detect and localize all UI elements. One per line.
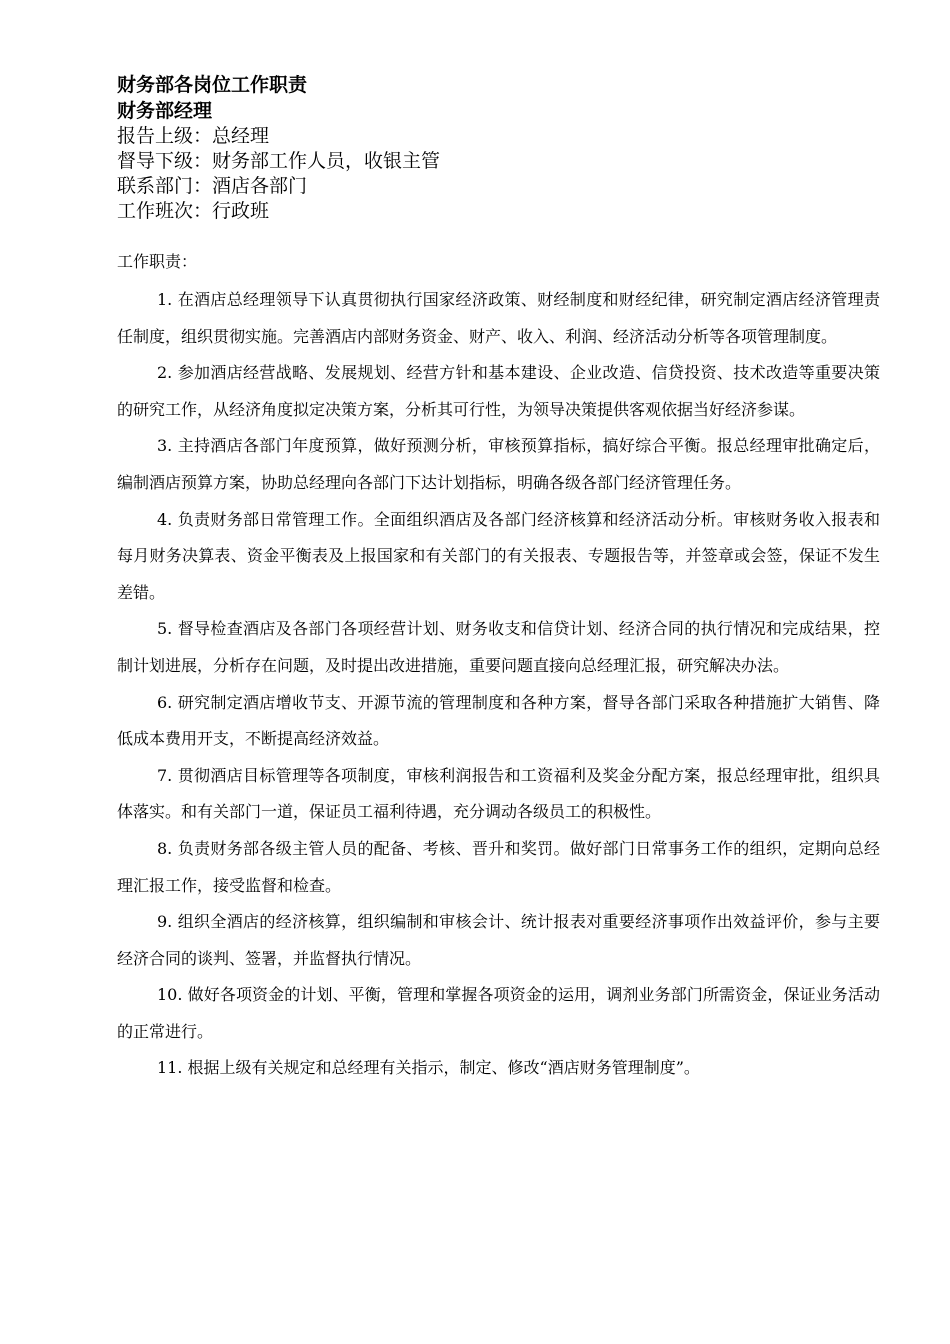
duty-item: 1. 在酒店总经理领导下认真贯彻执行国家经济政策、财经制度和财经纪律，研究制定酒店经济管理责任制度，组织贯彻实施。完善酒店内部财务资金、财产、收入、利润、经济活动分析等各项管理制度。 <box>117 290 880 346</box>
duty-item: 10. 做好各项资金的计划、平衡，管理和掌握各项资金的运用，调剂业务部门所需资金，保证业务活动的正常进行。 <box>117 985 880 1041</box>
work-shift-line: 工作班次：行政班 <box>117 200 270 222</box>
duties-heading: 工作职责： <box>117 252 198 271</box>
duty-item: 2. 参加酒店经营战略、发展规划、经营方针和基本建设、企业改造、信贷投资、技术改造等重要决策的研究工作，从经济角度拟定决策方案，分析其可行性，为领导决策提供客观依据当好经济参谋。 <box>117 363 880 419</box>
duty-item: 5. 督导检查酒店及各部门各项经营计划、财务收支和信贷计划、经济合同的执行情况和完成结果，控制计划进展，分析存在问题，及时提出改进措施，重要问题直接向总经理汇报，研究解决办法。 <box>117 619 880 675</box>
report-to-line: 报告上级：总经理 <box>117 125 270 147</box>
position-title: 财务部经理 <box>117 100 213 122</box>
contact-departments-line: 联系部门：酒店各部门 <box>117 175 308 197</box>
duty-item: 6. 研究制定酒店增收节支、开源节流的管理制度和各种方案，督导各部门采取各种措施扩大销售、降低成本费用开支，不断提高经济效益。 <box>117 692 880 749</box>
duties-list <box>117 282 880 1087</box>
subordinates-line: 督导下级：财务部工作人员，收银主管 <box>117 150 441 172</box>
duty-item: 11. 根据上级有关规定和总经理有关指示，制定、修改“酒店财务管理制度”。 <box>157 1058 700 1078</box>
document-header <box>117 72 877 224</box>
duty-item: 4. 负责财务部日常管理工作。全面组织酒店及各部门经济核算和经济活动分析。审核财务收入报表和每月财务决算表、资金平衡表及上报国家和有关部门的有关报表、专题报告等，并签章或会签，保证不发生差错。 <box>117 509 880 602</box>
duty-item: 7. 贯彻酒店目标管理等各项制度，审核利润报告和工资福利及奖金分配方案，报总经理审批，组织具体落实。和有关部门一道，保证员工福利待遇，充分调动各级员工的积极性。 <box>117 765 880 822</box>
duty-item: 3. 主持酒店各部门年度预算，做好预测分析，审核预算指标，搞好综合平衡。报总经理审批确定后，编制酒店预算方案，协助总经理向各部门下达计划指标，明确各级各部门经济管理任务。 <box>117 436 880 492</box>
duty-item: 9. 组织全酒店的经济核算，组织编制和审核会计、统计报表对重要经济事项作出效益评价，参与主要经济合同的谈判、签署，并监督执行情况。 <box>117 912 880 968</box>
duty-item: 8. 负责财务部各级主管人员的配备、考核、晋升和奖罚。做好部门日常事务工作的组织，定期向总经理汇报工作，接受监督和检查。 <box>117 838 880 895</box>
document-title: 财务部各岗位工作职责 <box>117 74 308 96</box>
